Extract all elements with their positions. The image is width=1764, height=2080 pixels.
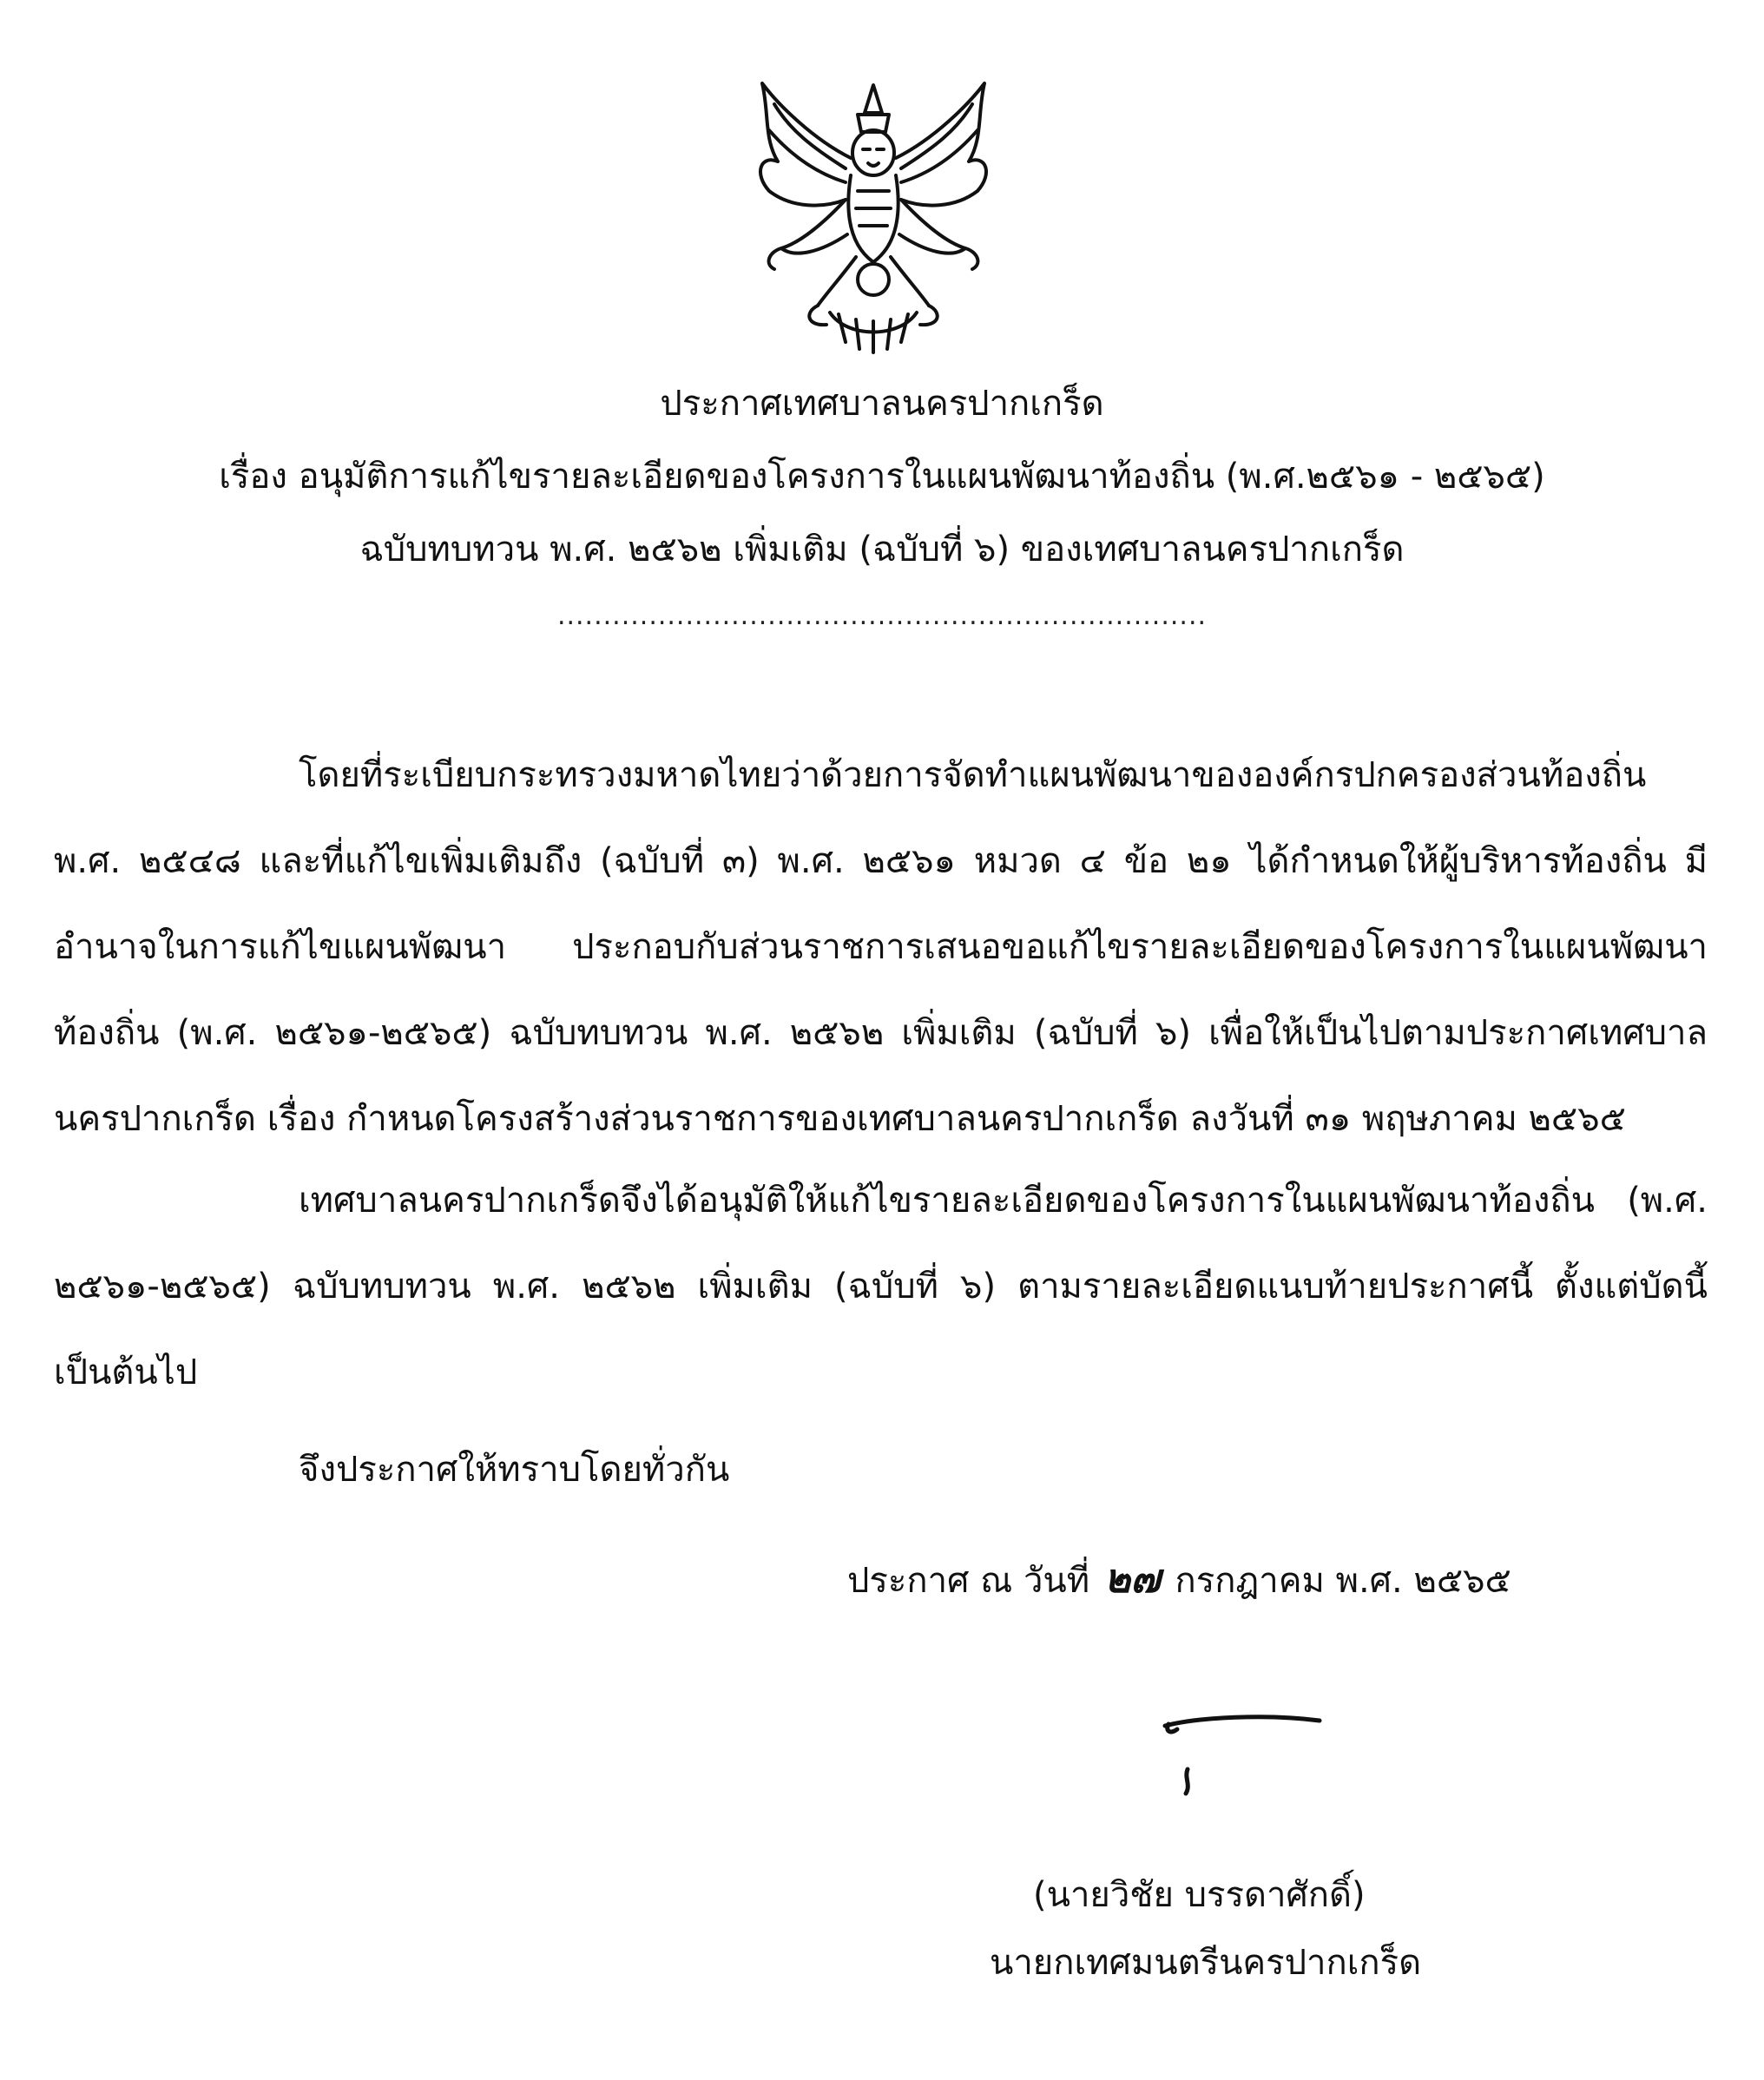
garuda-emblem-icon bbox=[743, 78, 1004, 356]
signatory-name: (นายวิชัย บรรดาศักดิ์) bbox=[1033, 1875, 1366, 1915]
title-separator: ....................................................................... bbox=[556, 601, 1208, 631]
announcement-date bbox=[847, 1547, 1511, 1610]
paragraph-2-text: เทศบาลนครปากเกร็ดจึงได้อนุมัติให้แก้ไขรายละเอียดของโครงการในแผนพัฒนาท้องถิ่น (พ.ศ. ๒๕๖๑-๒๕๖๕) ฉบับทบทวน พ.ศ. ๒๕๖๒ เพิ่มเติม (ฉบับที่ ๖) ตามรายละเอียดแนบท้ายประกาศนี้ ตั้งแต่บัดนี้เป็นต้นไป bbox=[54, 1181, 1708, 1392]
signatory-position: นายกเทศมนตรีนครปากเกร็ด bbox=[990, 1943, 1422, 1983]
body-paragraph-2 bbox=[54, 1158, 1708, 1416]
date-day: ๒๗ bbox=[1103, 1555, 1161, 1602]
date-prefix: ประกาศ ณ วันที่ bbox=[847, 1561, 1090, 1601]
paragraph-1-text: โดยที่ระเบียบกระทรวงมหาดไทยว่าด้วยการจัดทำแผนพัฒนาขององค์กรปกครองส่วนท้องถิ่น พ.ศ. ๒๕๔๘ และที่แก้ไขเพิ่มเติมถึง (ฉบับที่ ๓) พ.ศ. ๒๕๖๑ หมวด ๔ ข้อ ๒๑ ได้กำหนดให้ผู้บริหารท้องถิ่น มีอำนาจในการแก้ไขแผนพัฒนา ประกอบกับส่วนราชการเสนอขอแก้ไขรายละเอียดของโครงการในแผนพัฒนา ท้องถิ่น (พ.ศ. ๒๕๖๑-๒๕๖๕) ฉบับทบทวน พ.ศ. ๒๕๖๒ เพิ่มเติม (ฉบับที่ ๖) เพื่อให้เป็นไปตามประกาศเทศบาล นครปากเกร็ด เรื่อง กำหนดโครงสร้างส่วนราชการของเทศบาลนครปากเกร็ด ลงวันที่ ๓๑ พฤษภาคม ๒๕๖๕ bbox=[54, 755, 1708, 1139]
document-title: ประกาศเทศบาลนครปากเกร็ด bbox=[660, 384, 1104, 424]
body-paragraph-1 bbox=[54, 733, 1708, 1162]
document-subject-line2: ฉบับทบทวน พ.ศ. ๒๕๖๒ เพิ่มเติม (ฉบับที่ ๖) ของเทศบาลนครปากเกร็ด bbox=[359, 530, 1405, 569]
closing-statement: จึงประกาศให้ทราบโดยทั่วกัน bbox=[299, 1450, 730, 1490]
handwritten-signature bbox=[1146, 1702, 1337, 1797]
date-suffix: กรกฎาคม พ.ศ. ๒๕๖๕ bbox=[1175, 1561, 1511, 1601]
document-subject: เรื่อง อนุมัติการแก้ไขรายละเอียดของโครงการในแผนพัฒนาท้องถิ่น (พ.ศ.๒๕๖๑ - ๒๕๖๕) bbox=[219, 457, 1545, 497]
